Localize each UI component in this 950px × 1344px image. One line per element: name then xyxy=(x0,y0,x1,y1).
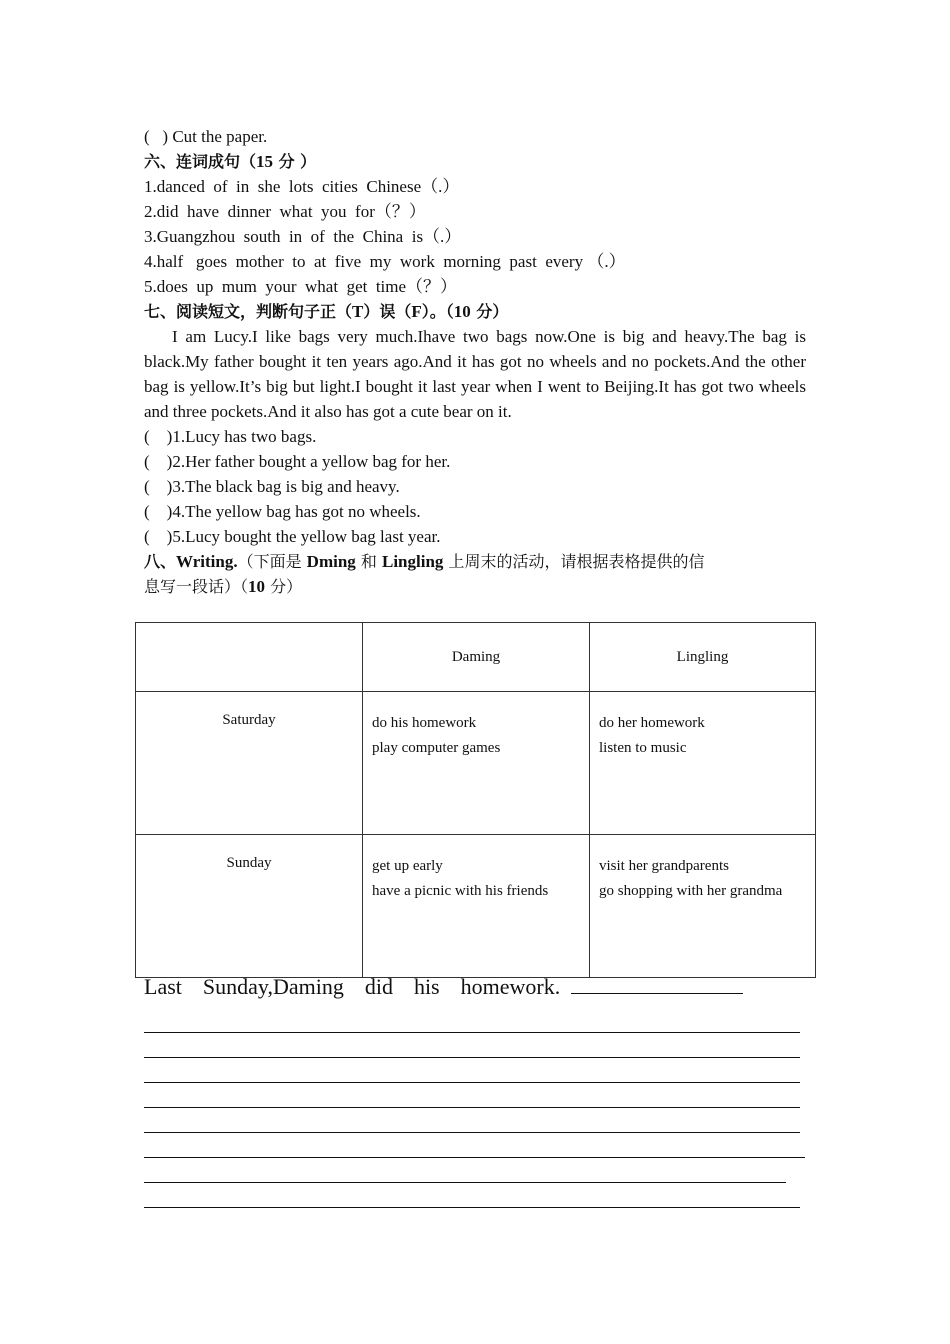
weekend-activity-table xyxy=(135,622,816,978)
row-label-saturday: Saturday xyxy=(136,692,363,835)
writing-line-6[interactable] xyxy=(144,1157,805,1158)
writing-line-1[interactable] xyxy=(144,1032,800,1033)
col-header-lingling: Lingling xyxy=(590,623,816,692)
tf-statement-1: ( )1.Lucy has two bags. xyxy=(144,427,317,446)
writing-line-2[interactable] xyxy=(144,1057,800,1058)
table-header-row xyxy=(136,623,816,692)
writing-line-7[interactable] xyxy=(144,1182,786,1183)
cell-daming-saturday xyxy=(363,692,590,835)
col-header-daming: Daming xyxy=(363,623,590,692)
activity-line: do his homework xyxy=(372,715,477,731)
activity-line: visit her grandparents xyxy=(599,858,729,874)
section5-last-item: ( ) Cut the paper. xyxy=(144,127,268,146)
section6-heading: 六、连词成句（15 分 ） xyxy=(144,152,317,171)
sentence-item-3: 3.Guangzhou south in of the China is（.） xyxy=(144,227,462,246)
table-row-saturday xyxy=(136,692,816,835)
writing-starter-sentence: Last Sunday,Daming did his homework. xyxy=(144,974,743,1000)
table-corner-cell xyxy=(136,623,363,692)
tf-statement-3: ( )3.The black bag is big and heavy. xyxy=(144,477,400,496)
worksheet-page xyxy=(144,124,806,599)
reading-passage: I am Lucy.I like bags very much.Ihave two bags now.One is big and heavy.The bag is black.My father bought it ten years ago.And it has got no wheels and no pockets.And the other bag is yellow.It’s big but light.I bought it last year when I went to Beijing.It has got two wheels and three pockets.And it also has got a cute bear on it. xyxy=(144,327,806,421)
writing-blank[interactable] xyxy=(571,975,743,994)
cell-lingling-saturday xyxy=(590,692,816,835)
writing-line-5[interactable] xyxy=(144,1132,800,1133)
activity-line: do her homework xyxy=(599,715,705,731)
sentence-item-5: 5.does up mum your what get time（？） xyxy=(144,277,458,296)
table-row-sunday xyxy=(136,835,816,978)
activity-line: play computer games xyxy=(372,740,501,756)
activity-line: have a picnic with his friends xyxy=(372,883,549,899)
writing-line-3[interactable] xyxy=(144,1082,800,1083)
writing-line-8[interactable] xyxy=(144,1207,800,1208)
writing-line-4[interactable] xyxy=(144,1107,800,1108)
tf-statement-4: ( )4.The yellow bag has got no wheels. xyxy=(144,502,421,521)
activity-line: go shopping with her grandma xyxy=(599,883,783,899)
section8-heading: 八、Writing.（下面是 Dming 和 Lingling 上周末的活动，请根据表格提供的信 息写一段话）（10 分） xyxy=(144,552,705,596)
sentence-item-2: 2.did have dinner what you for（？） xyxy=(144,202,426,221)
sentence-item-1: 1.danced of in she lots cities Chinese（.） xyxy=(144,177,460,196)
cell-lingling-sunday xyxy=(590,835,816,978)
section7-heading: 七、阅读短文，判断句子正（T）误（F）。（10 分） xyxy=(144,302,509,321)
tf-statement-5: ( )5.Lucy bought the yellow bag last year. xyxy=(144,527,441,546)
sentence-item-4: 4.half goes mother to at five my work morning past every （.） xyxy=(144,252,626,271)
row-label-sunday: Sunday xyxy=(136,835,363,978)
tf-statement-2: ( )2.Her father bought a yellow bag for her. xyxy=(144,452,451,471)
cell-daming-sunday xyxy=(363,835,590,978)
activity-line: listen to music xyxy=(599,740,687,756)
activity-line: get up early xyxy=(372,858,443,874)
